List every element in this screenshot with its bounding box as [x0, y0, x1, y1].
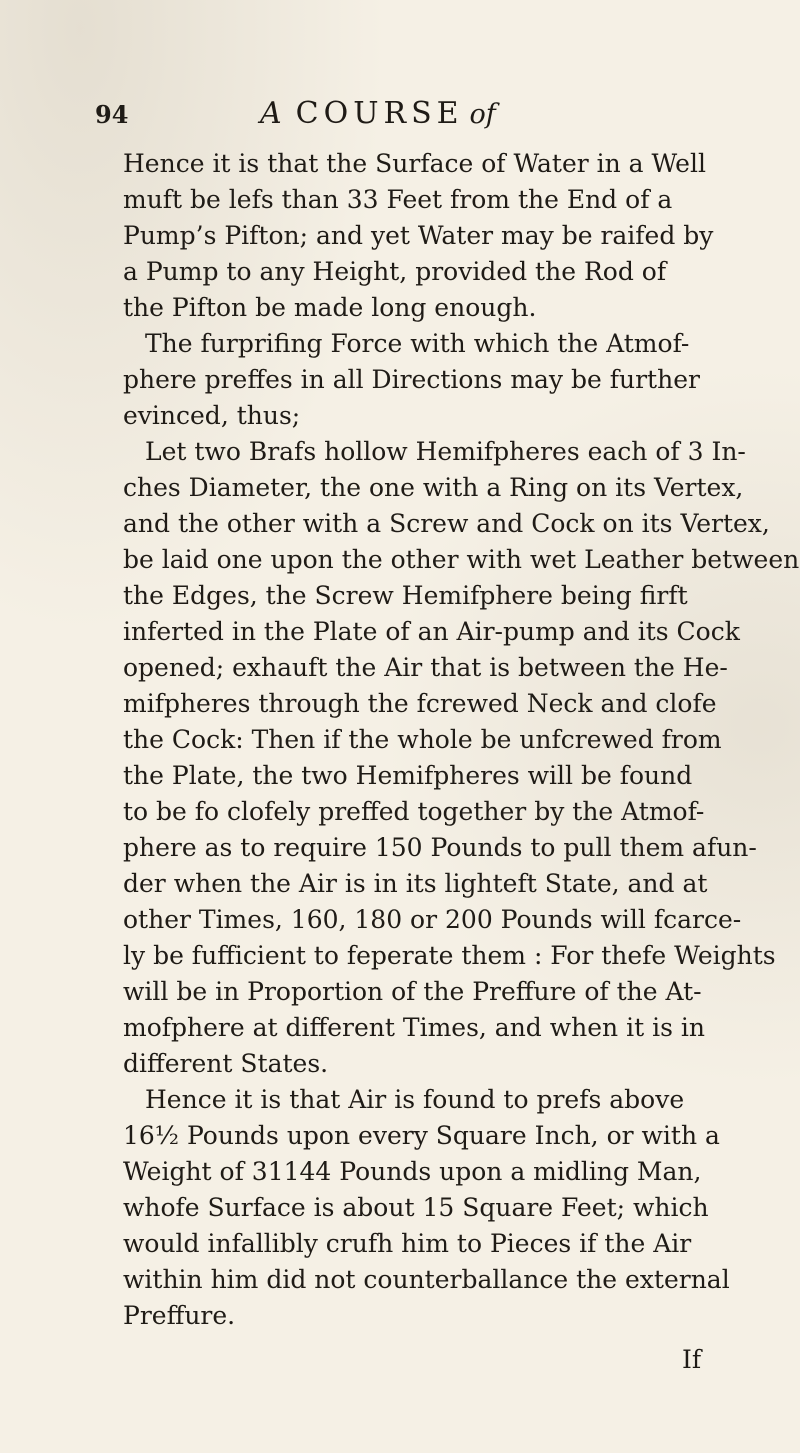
text-line: opened; exhauft the Air that is between the He- — [123, 653, 728, 682]
text-line: The furprifing Force with which the Atmof- — [145, 329, 690, 358]
text-line: mifpheres through the fcrewed Neck and clofe — [123, 689, 717, 718]
text-line: the Plate, the two Hemifpheres will be found — [123, 761, 693, 790]
text-line: 16½ Pounds upon every Square Inch, or with a — [123, 1121, 720, 1150]
text-line: and the other with a Screw and Cock on its Vertex, — [123, 509, 770, 538]
text-line: inferted in the Plate of an Air-pump and its Cock — [123, 617, 740, 646]
text-line: muft be lefs than 33 Feet from the End of a — [123, 185, 673, 214]
text-line: ches Diameter, the one with a Ring on its Vertex, — [123, 473, 744, 502]
running-title — [260, 96, 496, 131]
text-line: a Pump to any Height, provided the Rod of — [123, 257, 667, 286]
text-line: would infallibly crufh him to Pieces if the Air — [123, 1229, 692, 1258]
text-line: be laid one upon the other with wet Leather between — [123, 545, 800, 574]
text-line: Pump’s Pifton; and yet Water may be raifed by — [123, 221, 714, 250]
text-line: to be fo clofely preffed together by the Atmof- — [123, 797, 705, 826]
text-line: Let two Brafs hollow Hemifpheres each of 3 In- — [145, 437, 746, 466]
text-line: within him did not counterballance the external — [123, 1265, 730, 1294]
text-line: mofphere at different Times, and when it is in — [123, 1013, 705, 1042]
text-line: the Edges, the Screw Hemifphere being firft — [123, 581, 688, 610]
text-line: the Pifton be made long enough. — [123, 293, 537, 322]
text-line: other Times, 160, 180 or 200 Pounds will fcarce- — [123, 905, 742, 934]
running-title-main: COURSE — [295, 96, 464, 131]
text-line: ly be fufficient to feperate them : For thefe Weights — [123, 941, 776, 970]
text-line: the Cock: Then if the whole be unfcrewed from — [123, 725, 722, 754]
text-line: will be in Proportion of the Preffure of the At- — [123, 977, 702, 1006]
body-text — [123, 146, 800, 1334]
running-title-suffix: of — [469, 99, 496, 130]
text-line: different States. — [123, 1049, 329, 1078]
text-line: Preffure. — [123, 1301, 236, 1330]
text-line: whofe Surface is about 15 Square Feet; which — [123, 1193, 709, 1222]
page-number: 94 — [95, 100, 129, 129]
text-line: phere as to require 150 Pounds to pull them afun- — [123, 833, 757, 862]
text-line: phere preffes in all Directions may be further — [123, 365, 700, 394]
catchword: If — [682, 1345, 702, 1374]
running-title-prefix: A — [260, 96, 282, 131]
text-line: evinced, thus; — [123, 401, 301, 430]
page-header — [95, 96, 655, 136]
text-line: Weight of 31144 Pounds upon a midling Man, — [123, 1157, 702, 1186]
text-line: Hence it is that Air is found to prefs above — [145, 1085, 685, 1114]
text-line: der when the Air is in its lighteft State, and at — [123, 869, 708, 898]
text-line: Hence it is that the Surface of Water in a Well — [123, 149, 706, 178]
